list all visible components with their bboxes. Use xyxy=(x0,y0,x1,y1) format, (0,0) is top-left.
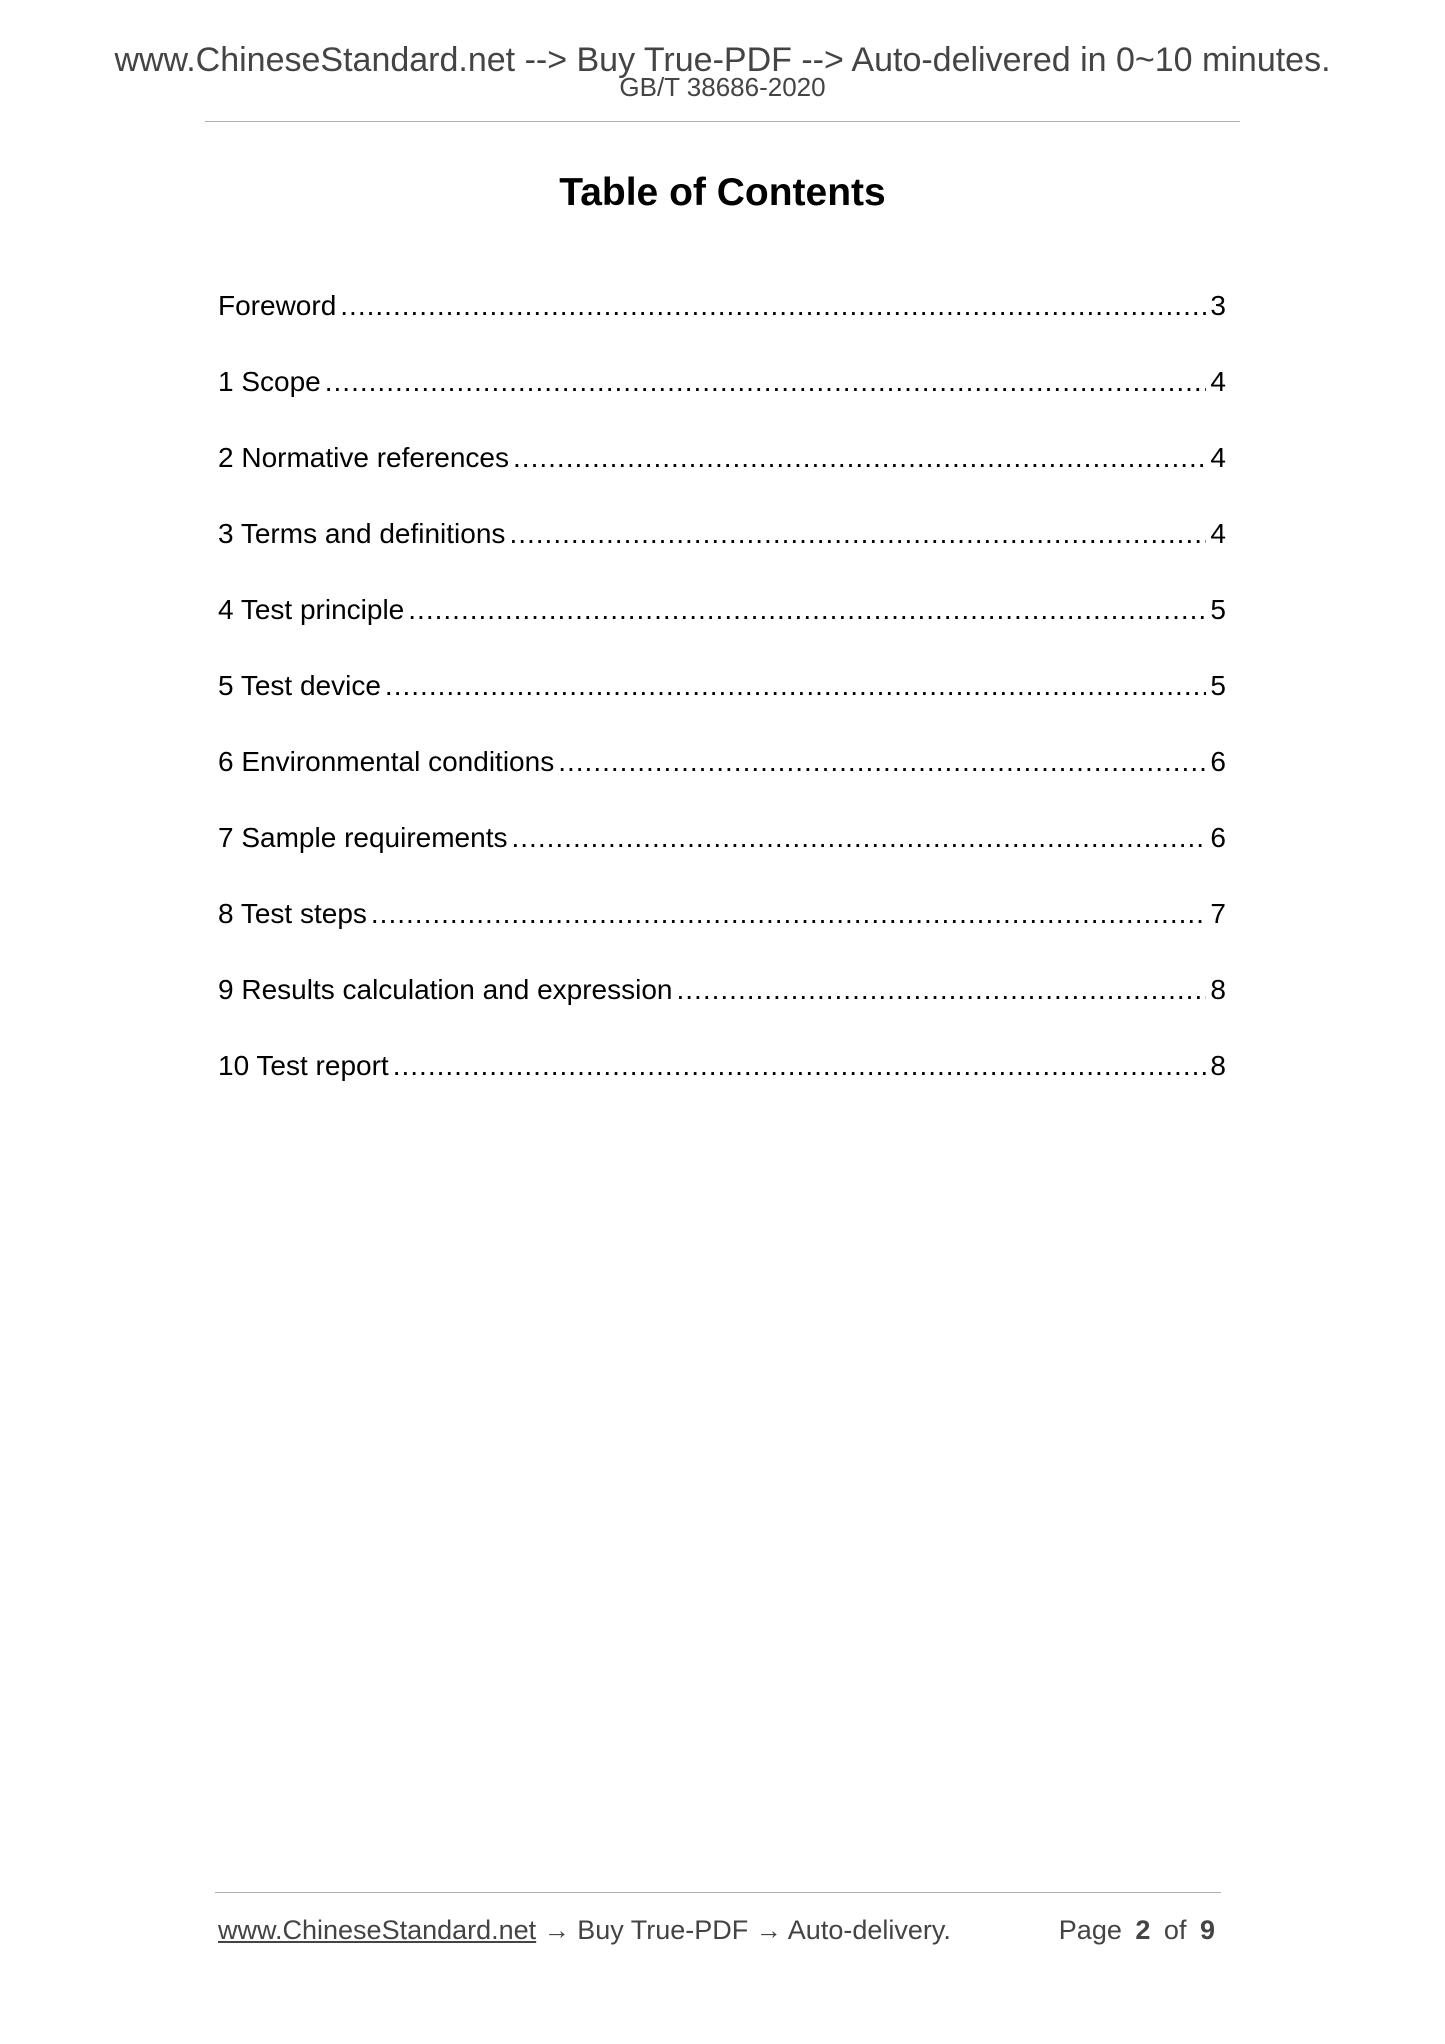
page-label: Page xyxy=(1058,1915,1122,1945)
toc-entry-label: 8 Test steps xyxy=(218,898,367,929)
toc-entry-page: 4 xyxy=(1210,442,1226,473)
toc-dot-leader xyxy=(385,666,1207,706)
toc-entry-label: 9 Results calculation and expression xyxy=(218,974,673,1005)
toc-entry-scope[interactable] xyxy=(218,362,1226,438)
toc-entry-page: 4 xyxy=(1210,366,1226,397)
footer-site-link[interactable]: www.ChineseStandard.net xyxy=(218,1915,537,1945)
toc-entry-label: 3 Terms and definitions xyxy=(218,518,506,549)
toc-dot-leader xyxy=(558,742,1206,782)
toc-dot-leader xyxy=(509,514,1206,554)
header-divider xyxy=(205,121,1240,122)
toc-entry-label: 2 Normative references xyxy=(218,442,510,473)
toc-entry-page: 6 xyxy=(1210,822,1226,853)
toc-entry-test-report[interactable] xyxy=(218,1046,1226,1122)
toc-entry-test-device[interactable] xyxy=(218,666,1226,742)
toc-entry-label: 5 Test device xyxy=(218,670,381,701)
toc-entry-page: 8 xyxy=(1210,1050,1226,1081)
site-banner: www.ChineseStandard.net --> Buy True-PDF --> Auto-delivered in 0~10 minutes. xyxy=(114,41,1331,79)
footer-divider xyxy=(215,1892,1221,1893)
toc-entry-page: 3 xyxy=(1210,290,1226,321)
toc-dot-leader xyxy=(513,438,1206,478)
toc-dot-leader xyxy=(393,1046,1207,1086)
page-number xyxy=(1059,1910,1221,1950)
toc-entry-results-calculation[interactable] xyxy=(218,970,1226,1046)
page-footer xyxy=(218,1910,1221,1950)
toc-entry-label: Foreword xyxy=(218,290,337,321)
toc-entry-page: 5 xyxy=(1210,594,1226,625)
toc-entry-label: 4 Test principle xyxy=(218,594,405,625)
toc-entry-label: 6 Environmental conditions xyxy=(218,746,555,777)
toc-entry-test-principle[interactable] xyxy=(218,590,1226,666)
toc-entry-page: 4 xyxy=(1210,518,1226,549)
right-arrow-icon: → xyxy=(543,1915,570,1945)
footer-promo xyxy=(218,1910,951,1950)
toc-entry-page: 8 xyxy=(1210,974,1226,1005)
toc-entry-terms-and-definitions[interactable] xyxy=(218,514,1226,590)
toc-entry-page: 5 xyxy=(1210,670,1226,701)
toc-list xyxy=(218,286,1226,1122)
page-current: 2 xyxy=(1135,1915,1151,1945)
toc-dot-leader xyxy=(325,362,1207,402)
toc-dot-leader xyxy=(676,970,1206,1010)
toc-entry-normative-references[interactable] xyxy=(218,438,1226,514)
toc-entry-page: 6 xyxy=(1210,746,1226,777)
right-arrow-icon: → xyxy=(755,1915,782,1945)
toc-entry-page: 7 xyxy=(1210,898,1226,929)
footer-delivery-text: Auto-delivery. xyxy=(787,1915,951,1945)
toc-entry-test-steps[interactable] xyxy=(218,894,1226,970)
toc-entry-label: 10 Test report xyxy=(218,1050,389,1081)
toc-dot-leader xyxy=(511,818,1206,858)
toc-entry-foreword[interactable] xyxy=(218,286,1226,362)
page-total: 9 xyxy=(1199,1915,1215,1945)
toc-entry-environmental-conditions[interactable] xyxy=(218,742,1226,818)
toc-entry-label: 7 Sample requirements xyxy=(218,822,508,853)
toc-dot-leader xyxy=(371,894,1207,934)
footer-buy-text: Buy True-PDF xyxy=(577,1915,749,1945)
toc-entry-label: 1 Scope xyxy=(218,366,321,397)
toc-entry-sample-requirements[interactable] xyxy=(218,818,1226,894)
toc-dot-leader xyxy=(340,286,1206,326)
toc-dot-leader xyxy=(408,590,1206,630)
page-of-label: of xyxy=(1163,1915,1187,1945)
toc-title: Table of Contents xyxy=(559,171,886,214)
standard-code: GB/T 38686-2020 xyxy=(619,72,826,102)
